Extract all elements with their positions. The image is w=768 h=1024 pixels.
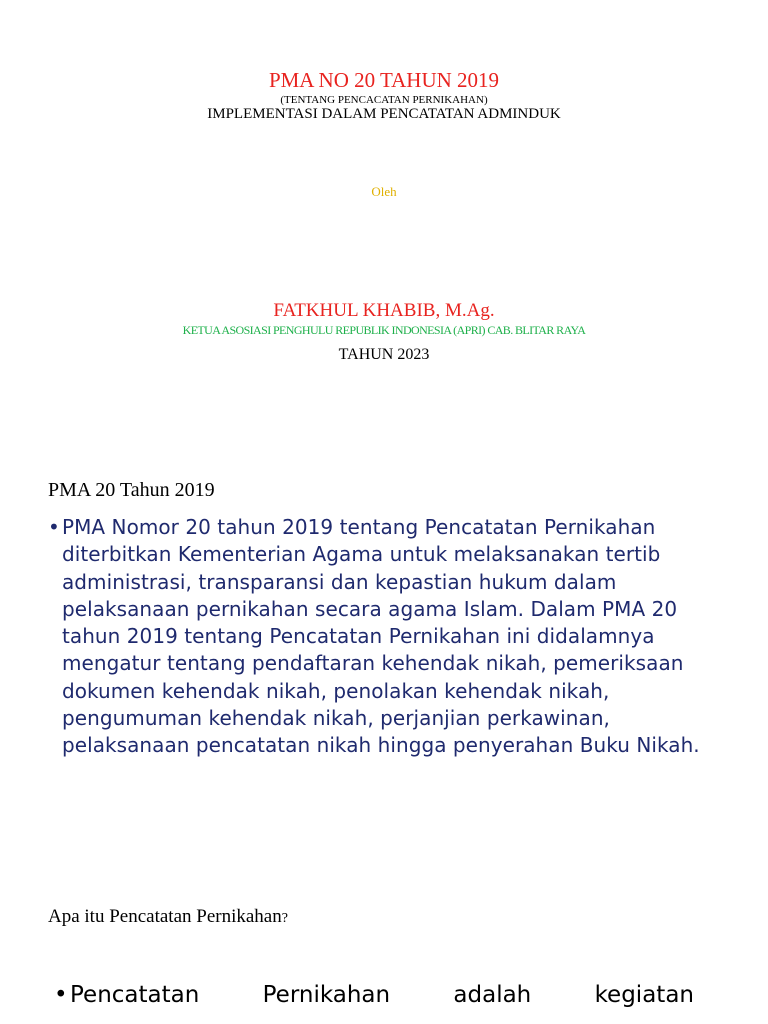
author-role: KETUA ASOSIASI PENGHULU REPUBLIK INDONESIA (APRI) CAB. BLITAR RAYA [182, 323, 586, 337]
slide-heading: PMA 20 Tahun 2019 [48, 479, 215, 501]
bullet-item [54, 982, 694, 1008]
bullet-icon: • [48, 515, 60, 539]
bullet-word: kegiatan [594, 982, 694, 1008]
bullet-item [48, 514, 708, 760]
presentation-year: TAHUN 2023 [338, 346, 430, 363]
bullet-word: Pernikahan [262, 982, 391, 1008]
by-label: Oleh [371, 184, 397, 199]
bullet-words [70, 982, 694, 1008]
presentation-title: PMA NO 20 TAHUN 2019 [268, 68, 500, 92]
presentation-subtitle: (TENTANG PENCACATAN PERNIKAHAN) [280, 94, 488, 106]
implementation-line: IMPLEMENTASI DALAM PENCATATAN ADMINDUK [207, 106, 561, 122]
author-name: FATKHUL KHABIB, M.Ag. [273, 300, 495, 321]
heading-question-mark: ? [281, 911, 288, 926]
bullet-text: PMA Nomor 20 tahun 2019 tentang Pencatatan Pernikahan diterbitkan Kementerian Agama untuk melaksanakan tertib administrasi, transparansi dan kepastian hukum dalam pelaksanaan pernikahan secara agama Islam. Dalam PMA 20 tahun 2019 tentang Pencatatan Pernikahan ini didalamnya mengatur tentang pendaftaran kehendak nikah, pemeriksaan dokumen kehendak nikah, penolakan kehendak nikah, pengumuman kehendak nikah, perjanjian perkawinan, pelaksanaan pencatatan nikah hingga penyerahan Buku Nikah. [62, 515, 700, 758]
bullet-word: adalah [453, 982, 532, 1008]
slide-heading [48, 906, 288, 928]
heading-text: Apa itu Pencatatan Pernikahan [48, 906, 282, 927]
content-slide-pma [0, 460, 768, 860]
title-slide [0, 0, 768, 430]
bullet-icon: • [54, 982, 68, 1008]
content-slide-definition [0, 880, 768, 1024]
bullet-word: Pencatatan [70, 982, 200, 1008]
